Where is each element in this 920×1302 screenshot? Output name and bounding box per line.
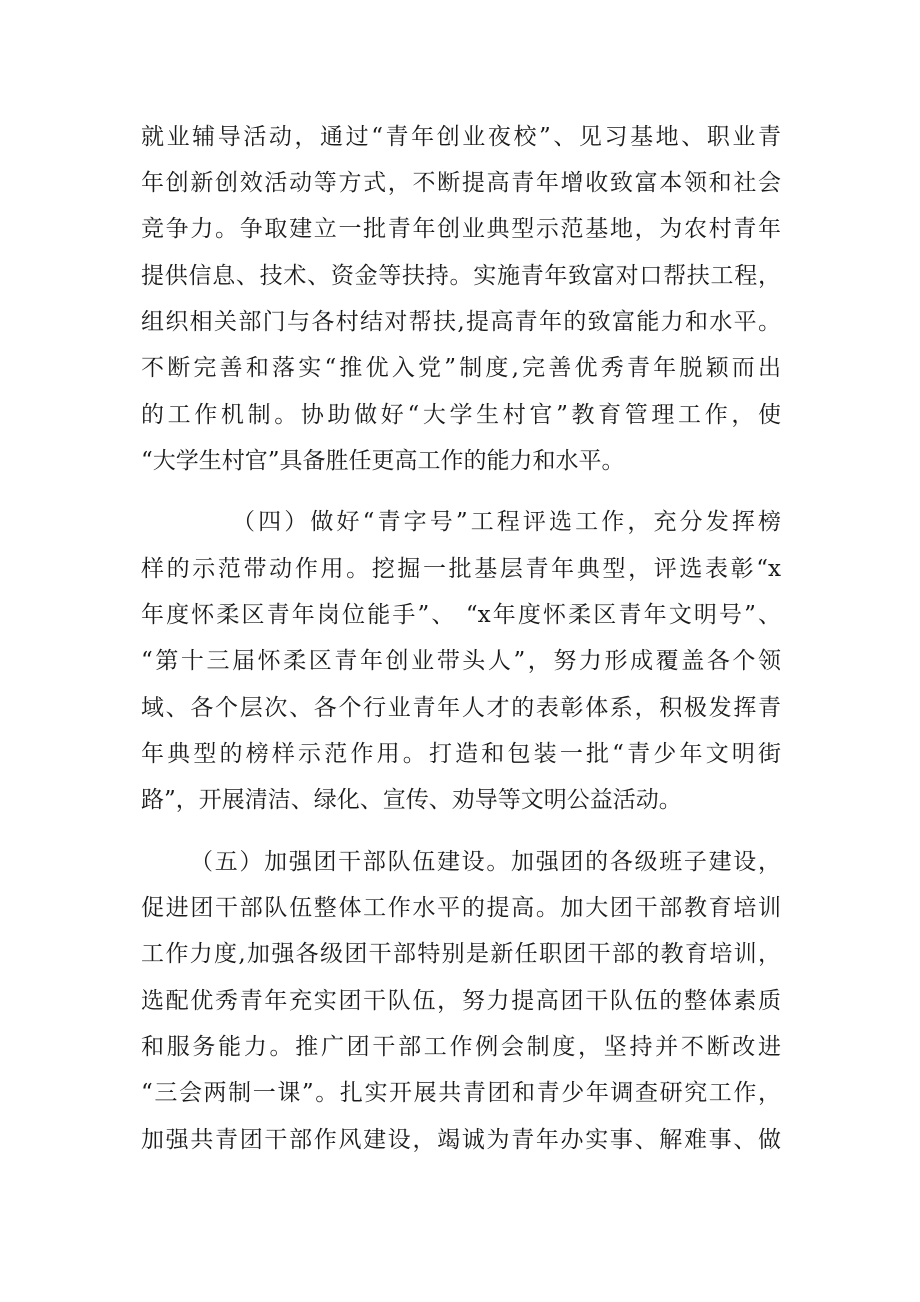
- text-line: 年典型的榜样示范作用。打造和包装一批“青少年文明街: [141, 741, 781, 767]
- text-line: 促进团干部队伍整体工作水平的提高。加大团干部教育培训: [141, 895, 781, 921]
- text-line: 路”，开展清洁、绿化、宣传、劝导等文明公益活动。: [141, 787, 682, 813]
- text-line: 和服务能力。推广团干部工作例会制度，坚持并不断改进: [141, 1034, 781, 1060]
- text-line: 加强共青团干部作风建设，竭诚为青年办实事、解难事、做: [141, 1127, 781, 1153]
- text-line: 年度怀柔区青年岗位能手”、 “x年度怀柔区青年文明号”、: [141, 602, 781, 628]
- text-line: “第十三届怀柔区青年创业带头人”，努力形成覆盖各个领: [141, 648, 781, 674]
- text-line: 工作力度,加强各级团干部特别是新任职团干部的教育培训，: [141, 941, 781, 967]
- text-line: 选配优秀青年充实团干队伍，努力提高团干队伍的整体素质: [141, 988, 781, 1014]
- text-line: 竞争力。争取建立一批青年创业典型示范基地，为农村青年: [141, 216, 781, 242]
- text-line: “大学生村官”具备胜任更高工作的能力和水平。: [141, 448, 625, 474]
- text-line: 样的示范带动作用。挖掘一批基层青年典型，评选表彰“x: [141, 556, 781, 582]
- text-line: 不断完善和落实“推优入党”制度,完善优秀青年脱颖而出: [141, 355, 781, 381]
- text-line: “三会两制一课”。扎实开展共青团和青少年调查研究工作，: [141, 1080, 781, 1106]
- text-line: 的工作机制。协助做好“大学生村官”教育管理工作，使: [141, 402, 781, 428]
- section-heading-line: （五）加强团干部队伍建设。加强团的各级班子建设，: [190, 849, 781, 875]
- text-line: 提供信息、技术、资金等扶持。实施青年致富对口帮扶工程，: [141, 263, 781, 289]
- text-line: 就业辅导活动，通过“青年创业夜校”、见习基地、职业青: [141, 124, 781, 150]
- text-line: 年创新创效活动等方式，不断提高青年增收致富本领和社会: [141, 170, 781, 196]
- text-line: 域、各个层次、各个行业青年人才的表彰体系，积极发挥青: [141, 695, 781, 721]
- text-line: 组织相关部门与各村结对帮扶,提高青年的致富能力和水平。: [141, 309, 781, 335]
- section-heading-line: （四）做好“青字号”工程评选工作，充分发挥榜: [232, 509, 781, 535]
